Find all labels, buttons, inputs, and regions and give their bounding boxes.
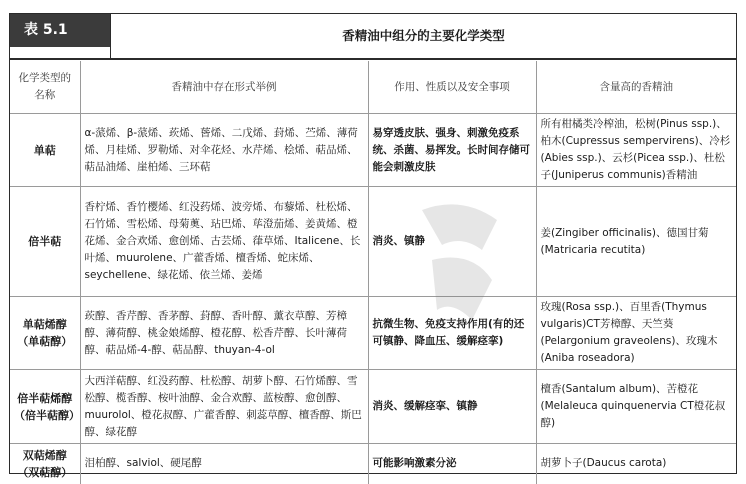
table-frame — [9, 13, 737, 479]
row-properties: 易穿透皮肤、强身、刺激免疫系统、杀菌、易挥发。长时间存储可能会刺激皮肤 — [368, 114, 536, 187]
table-header — [10, 14, 736, 58]
row-sources: 姜(Zingiber officinalis)、德国甘菊(Matricaria recutita) — [536, 187, 736, 297]
column-header-type: 化学类型的名称 — [18, 72, 71, 101]
column-header-examples: 香精油中存在形式举例 — [80, 61, 368, 114]
table-row — [10, 297, 736, 370]
table-row — [10, 370, 736, 444]
row-properties: 抗微生物、免疫支持作用(有的还可镇静、降血压、缓解痉挛) — [368, 297, 536, 370]
table-title: 香精油中组分的主要化学类型 — [110, 14, 736, 58]
header-divider — [10, 58, 736, 60]
row-type: 倍半萜 — [10, 187, 80, 297]
row-type: 单萜烯醇（单萜醇） — [10, 297, 80, 370]
row-properties: 消炎、缓解痉挛、镇静 — [368, 370, 536, 444]
table-label: 表 5.1 — [10, 14, 110, 47]
column-header-row — [10, 61, 736, 114]
row-examples: α-蒎烯、β-蒎烯、莰烯、蒈烯、二戊烯、葑烯、苎烯、薄荷烯、月桂烯、罗勒烯、对伞花烃、水芹烯、桧烯、萜品烯、萜品油烯、崖柏烯、三环萜 — [80, 114, 368, 187]
row-sources: 胡萝卜子(Daucus carota) — [536, 444, 736, 484]
row-properties: 消炎、镇静 — [368, 187, 536, 297]
table-row — [10, 114, 736, 187]
row-examples: 莰醇、香芹醇、香茅醇、葑醇、香叶醇、薰衣草醇、芳樟醇、薄荷醇、桃金娘烯醇、橙花醇、松香芹醇、长叶薄荷醇、萜品烯-4-醇、萜品醇、thuyan-4-ol — [80, 297, 368, 370]
row-examples: 泪柏醇、salviol、硬尾醇 — [80, 444, 368, 484]
row-sources: 玫瑰(Rosa ssp.)、百里香(Thymus vulgaris)CT芳樟醇、天竺葵(Pelargonium graveolens)、玫瑰木(Aniba roseadora) — [536, 297, 736, 370]
column-header-sources: 含量高的香精油 — [536, 61, 736, 114]
row-type: 倍半萜烯醇（倍半萜醇） — [10, 370, 80, 444]
row-sources: 所有柑橘类冷榨油，松树(Pinus ssp.)、柏木(Cupressus sempervirens)、冷杉(Abies ssp.)、云杉(Picea ssp.)、杜松子(Juniperus communis)香精油 — [536, 114, 736, 187]
row-examples: 大西洋萜醇、红没药醇、杜松醇、胡萝卜醇、石竹烯醇、雪松醇、榄香醇、桉叶油醇、金合欢醇、蓝桉醇、愈创醇、muurolol、橙花叔醇、广藿香醇、刺蕊草醇、檀香醇、斯巴醇、绿花醇 — [80, 370, 368, 444]
row-examples: 香柠烯、香竹樱烯、红没药烯、波旁烯、布藜烯、杜松烯、石竹烯、雪松烯、母菊薁、玷巴烯、荜澄茄烯、姜黄烯、橙花烯、金合欢烯、愈创烯、古芸烯、葎草烯、Italicene、长叶烯、muurolene、广藿香烯、檀香烯、蛇床烯、seychellene、绿花烯、依兰烯、姜烯 — [80, 187, 368, 297]
row-properties: 可能影响激素分泌 — [368, 444, 536, 484]
row-type: 双萜烯醇（双萜醇） — [10, 444, 80, 484]
row-sources: 檀香(Santalum album)、苦橙花(Melaleuca quinquenervia CT橙花叔醇) — [536, 370, 736, 444]
chemical-types-table — [10, 61, 736, 484]
column-header-properties: 作用、性质以及安全事项 — [368, 61, 536, 114]
table-row — [10, 444, 736, 484]
row-type: 单萜 — [10, 114, 80, 187]
table-row — [10, 187, 736, 297]
